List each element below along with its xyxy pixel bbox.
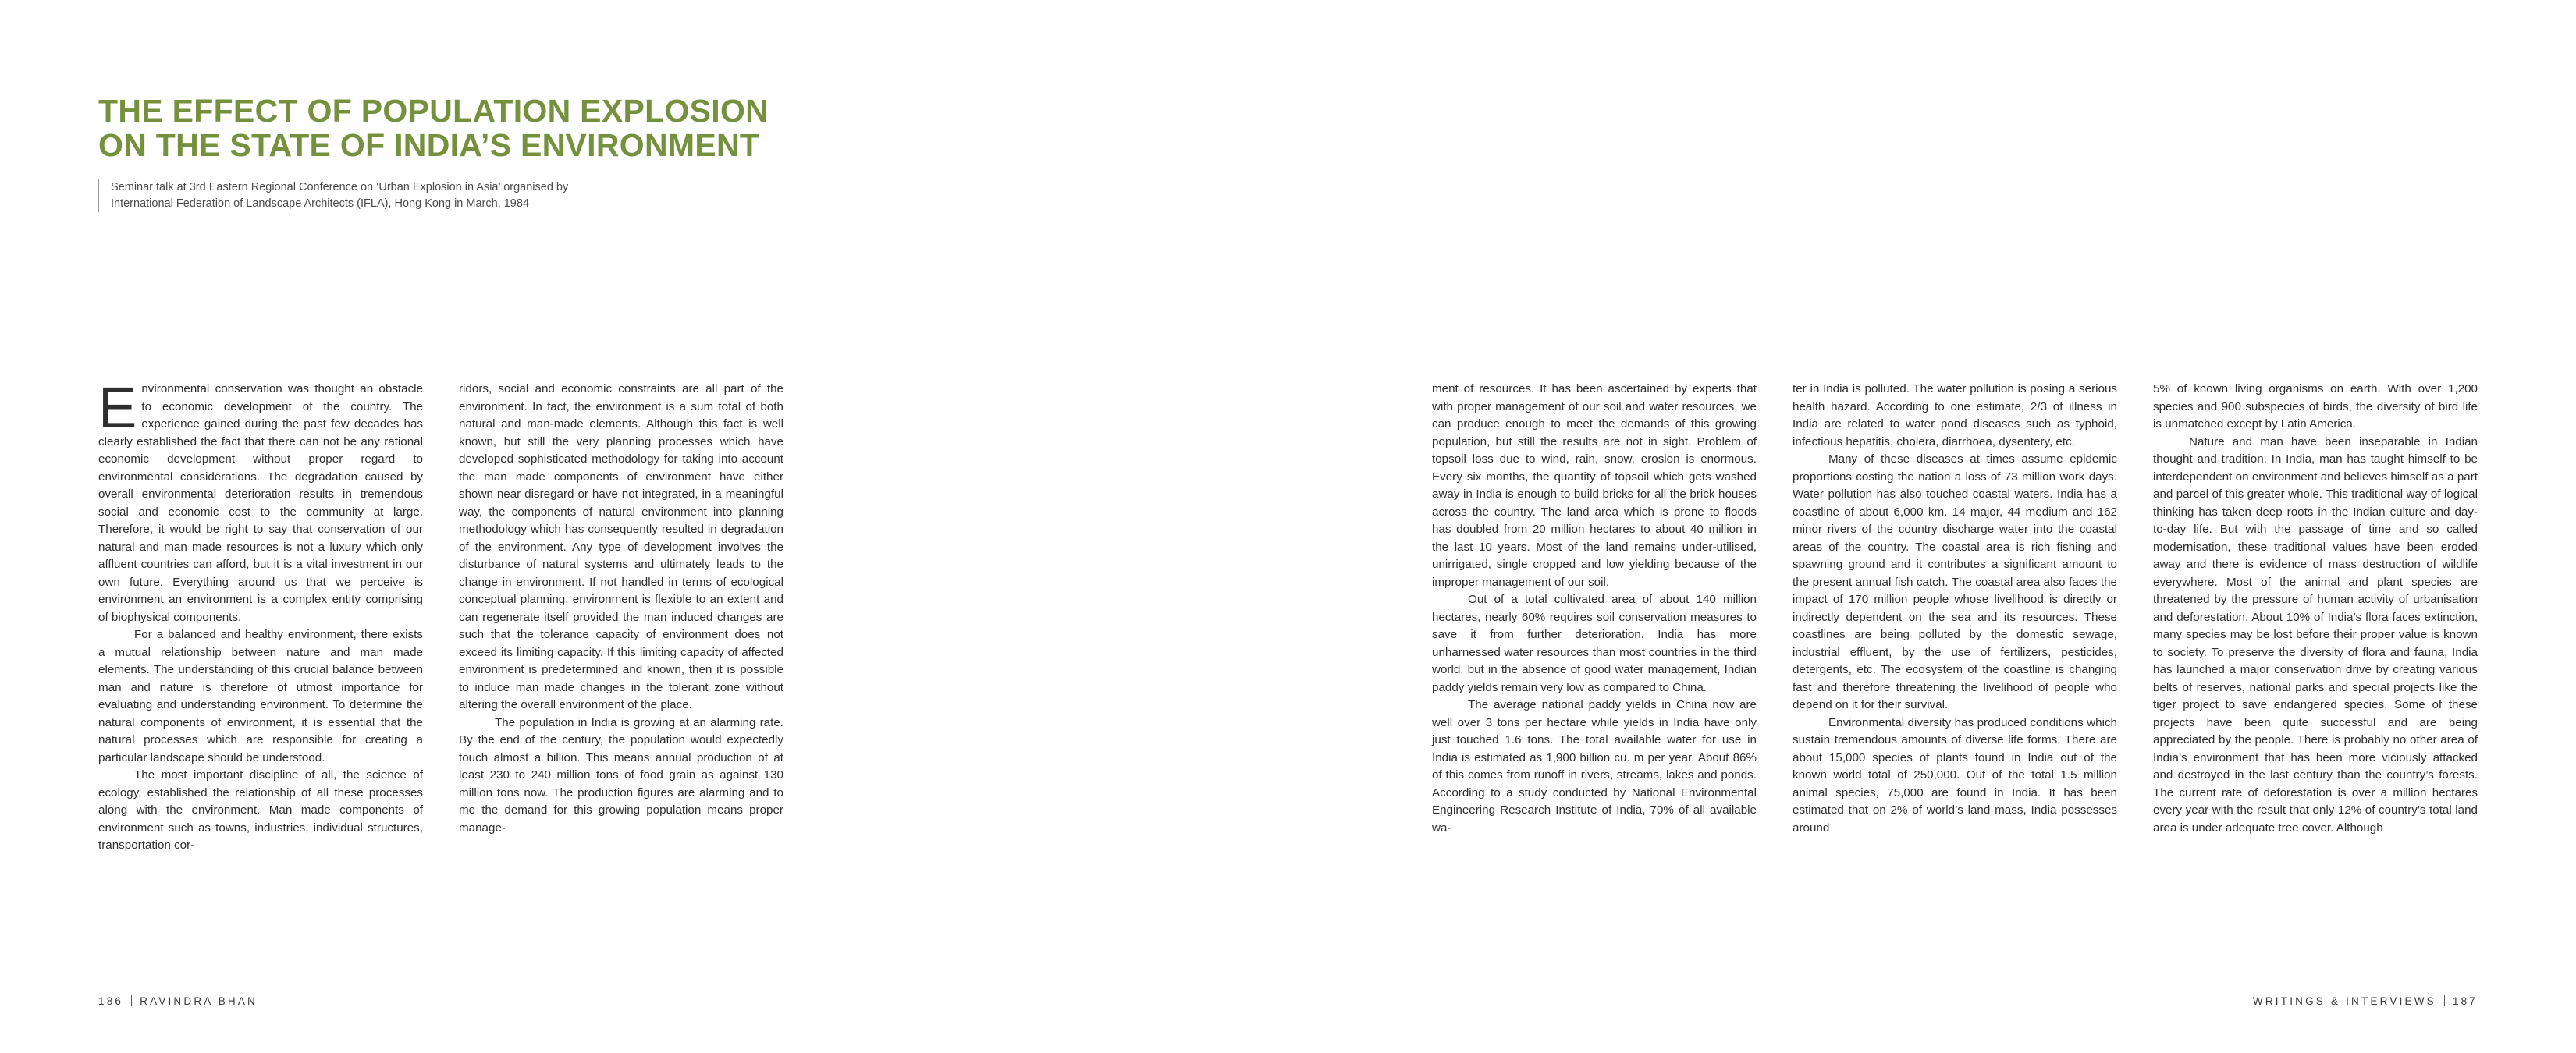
body-paragraph: ridors, social and economic constraints are all part of the environment. In fact, the environment is a sum total of both natural and man-made elements. Although this fact is well known, but still the very planning processes which have developed sophisticated methodology for taking into account the man made components of environment have either shown near disregard or have not integrated, in a meaningful way, the components of natural environment into planning methodology which has consequently resulted in degradation of the environment. Any type of development involves the disturbance of natural systems and ultimately leads to the change in environment. If not handled in terms of ecological conceptual planning, environment is flexible to an extent and can regenerate itself provided the man induced changes are such that the tolerance capacity of environment does not exceed its limiting capacity. If this limiting capacity of affected environment is predetermined and known, then it is possible to induce man made changes in the tolerant zone without altering the overall environment of the place. bbox=[459, 382, 783, 711]
body-paragraph: Out of a total cultivated area of about 140 million hectares, nearly 60% requires soil conservation measures to save it from further deterioration. India has more unharnessed water resources than most countries in the third world, but in the absence of good water management, Indian paddy yields remain very low as compared to China. bbox=[1432, 593, 1757, 694]
folio-divider bbox=[2444, 995, 2445, 1006]
body-paragraph: The most important discipline of all, the science of ecology, established the relationship of all these processes along with the environment. Man made components of environment such as towns, industries, individual structures, transportation cor- bbox=[98, 768, 423, 852]
body-paragraph: ter in India is polluted. The water pollution is posing a serious health hazard. According to one estimate, 2/3 of illness in India are related to water pond diseases such as typhoid, infectious hepatitis, cholera, diarrhoea, dysentery, etc. bbox=[1793, 382, 2117, 448]
body-paragraph: Nature and man have been inseparable in Indian thought and tradition. In India, man has taught himself to be interdependent on environment and believes himself as a part and parcel of this greater whole. This traditional way of logical thinking has taken deep roots in the Indian culture and day-to-day life. But with the passage of time and so called modernisation, these traditional values have been eroded away and there is evidence of mass destruction of wildlife everywhere. Most of the animal and plant species are threatened by the pressure of human activity of urbanisation and deforestation. About 10% of India’s flora faces extinction, many species may be lost before their proper value is known to society. To preserve the diversity of flora and fauna, India has launched a major conservation drive by creating various belts of reserves, national parks and special projects like the tiger project to save endangered species. Some of these projects have been quite successful and are being appreciated by the people. There is probably no other area of India’s environment that has been more viciously attacked and destroyed in the last century than the country’s forests. The current rate of deforestation is over a million hectares every year with the result that only 12% of country’s total land area is under adequate tree cover. Although bbox=[2153, 434, 2478, 835]
left-column-1 bbox=[98, 375, 423, 855]
body-paragraph: Environmental diversity has produced conditions which sustain tremendous amounts of diverse life forms. There are about 15,000 species of plants found in India out of the known world total of 250,000. Out of the total 1.5 million animal species, 75,000 are found in India. It has been estimated that on 2% of world’s land mass, India possesses around bbox=[1793, 715, 2117, 835]
right-column-2 bbox=[1793, 381, 2117, 837]
folio-left bbox=[98, 995, 258, 1007]
title-line-1: THE EFFECT OF POPULATION EXPLOSION bbox=[98, 93, 769, 129]
left-column-2 bbox=[459, 381, 783, 837]
page-number: 186 bbox=[98, 995, 124, 1007]
title-line-2: ON THE STATE OF INDIA’S ENVIRONMENT bbox=[98, 127, 760, 163]
running-head: WRITINGS & INTERVIEWS bbox=[2252, 995, 2436, 1007]
folio-right bbox=[2253, 995, 2478, 1007]
running-head: RAVINDRA BHAN bbox=[140, 995, 258, 1007]
body-paragraph: Environmental conservation was thought an obstacle to economic development of the country. The experience gained during the past few decades has clearly established the fact that there can not be any rational economic development without proper regard to environmental considerations. The degradation caused by overall environmental deterioration results in tremendous social and economic cost to the community at large. Therefore, it would be right to say that conservation of our natural and man made resources is not a luxury which only affluent countries can afford, but it is a vital investment in our own future. Everything around us that we perceive is environment an environment is a complex entity comprising of biophysical components. bbox=[98, 375, 423, 624]
right-column-1 bbox=[1432, 381, 1757, 837]
body-paragraph: Many of these diseases at times assume epidemic proportions costing the nation a loss of 73 million work days. Water pollution has also touched coastal waters. India has a coastline of about 6,000 km. 14 major, 44 medium and 162 minor rivers of the country discharge water into the coastal areas of the country. The coastal area is rich fishing and spawning ground and it contributes a significant amount to the present annual fish catch. The coastal area also faces the impact of 170 million people whose livelihood is directly or indirectly dependent on the sea and its resources. These coastlines are being polluted by the domestic sewage, industrial effluent, by the use of fertilizers, pesticides, detergents, etc. The ecosystem of the coastline is changing fast and therefore threatening the livelihood of people who depend on it for their survival. bbox=[1793, 452, 2117, 711]
subtitle-line-1: Seminar talk at 3rd Eastern Regional Conference on ‘Urban Explosion in Asia’ organised by bbox=[111, 181, 569, 193]
body-paragraph: For a balanced and healthy environment, there exists a mutual relationship between nature and man made elements. The understanding of this crucial balance between man and nature is therefore of utmost importance for evaluating and understanding environment. To determine the natural components of environment, it is essential that the natural processes which are responsible for creating a particular landscape should be understood. bbox=[98, 628, 423, 764]
body-paragraph: The population in India is growing at an alarming rate. By the end of the century, the population would expectedly touch almost a billion. This means annual production of at least 230 to 240 million tons of food grain as against 130 million tons now. The production figures are alarming and to me the demand for this growing population means proper manage- bbox=[459, 715, 783, 835]
page-title bbox=[98, 94, 769, 162]
right-page bbox=[1288, 0, 2576, 1053]
subtitle-line-2: International Federation of Landscape Architects (IFLA), Hong Kong in March, 1984 bbox=[111, 197, 530, 210]
body-paragraph: ment of resources. It has been ascertained by experts that with proper management of our soil and water resources, we can produce enough to meet the demands of this growing population, but still the results are not in sight. Problem of topsoil loss due to wind, rain, snow, erosion is enormous. Every six months, the quantity of topsoil which gets washed away in India is enough to build bricks for all the brick houses across the country. The land area which is prone to floods has doubled from 20 million hectares to about 40 million in the last 10 years. Most of the land remains under-utilised, unirrigated, single cropped and low yielding because of the improper management of our soil. bbox=[1432, 382, 1757, 589]
folio-divider bbox=[131, 995, 132, 1006]
subtitle-note bbox=[98, 179, 673, 212]
right-column-3 bbox=[2153, 381, 2478, 837]
body-paragraph: The average national paddy yields in China now are well over 3 tons per hectare while yields in India have only just touched 1.6 tons. The total available water for use in India is estimated as 1,900 billion cu. m per year. About 86% of this comes from runoff in rivers, streams, lakes and ponds. According to a study conducted by National Environmental Engineering Research Institute of India, 70% of all available wa- bbox=[1432, 698, 1757, 835]
body-paragraph: 5% of known living organisms on earth. With over 1,200 species and 900 subspecies of birds, the diversity of bird life is unmatched except by Latin America. bbox=[2153, 382, 2478, 431]
page-number: 187 bbox=[2452, 995, 2478, 1007]
